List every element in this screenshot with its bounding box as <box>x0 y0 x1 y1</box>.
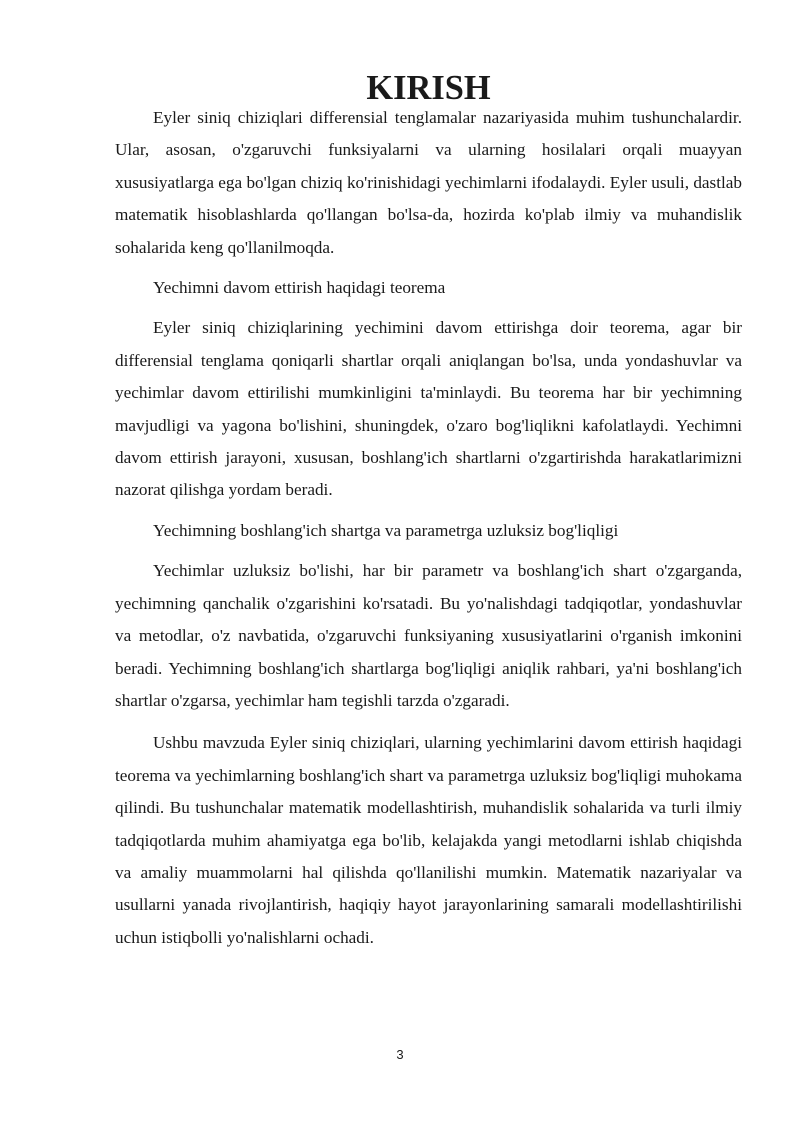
section-heading-continuation-theorem: Yechimni davom ettirish haqidagi teorema <box>153 278 446 298</box>
section-heading-continuous-dependence: Yechimning boshlang'ich shartga va parametrga uzluksiz bog'liqligi <box>153 520 619 540</box>
page-number: 3 <box>396 1047 404 1062</box>
page-title: KIRISH <box>366 69 491 107</box>
page-content <box>115 69 742 954</box>
intro-paragraph: Eyler siniq chiziqlari differensial tenglamalar nazariyasida muhim tushunchalardir. Ular, asosan, o'zgaruvchi funksiyalarni va ularning hosilalari orqali muayyan xususiyatlarga ega bo'lgan chiziq ko'rinishidagi yechimlarni ifodalaydi. Eyler usuli, dastlab matematik hisoblashlarda qo'llangan bo'lsa-da, hozirda ko'plab ilmiy va muhandislik sohalarida keng qo'llanilmoqda. <box>115 108 742 257</box>
continuous-dependence-paragraph: Yechimlar uzluksiz bo'lishi, har bir parametr va boshlang'ich shart o'zgarganda, yechimning qanchalik o'zgarishini ko'rsatadi. Bu yo'nalishdagi tadqiqotlar, yondashuvlar va metodlar, o'z navbatida, o'zgaruvchi funksiyaning xususiyatlarini o'rganish imkonini beradi. Yechimning boshlang'ich shartlarga bog'liqligi aniqlik rahbari, ya'ni boshlang'ich shartlar o'zgarsa, yechimlar ham tegishli tarzda o'zgaradi. <box>115 561 742 710</box>
conclusion-paragraph: Ushbu mavzuda Eyler siniq chiziqlari, ularning yechimlarini davom ettirish haqidagi teorema va yechimlarning boshlang'ich shart va parametrga uzluksiz bog'liqligi muhokama qilindi. Bu tushunchalar matematik modellashtirish, muhandislik sohalarida va turli ilmiy tadqiqotlarda muhim ahamiyatga ega bo'lib, kelajakda yangi metodlarni ishlab chiqishda va amaliy muammolarni hal qilishda qo'llanilishi mumkin. Matematik nazariyalar va usullarni yanada rivojlantirish, haqiqiy hayot jarayonlarining samarali modellashtirilishi uchun istiqbolli yo'nalishlarni ochadi. <box>115 733 742 947</box>
continuation-theorem-paragraph: Eyler siniq chiziqlarining yechimini davom ettirishga doir teorema, agar bir differensial tenglama qoniqarli shartlar orqali aniqlangan bo'lsa, unda yondashuvlar va yechimlar davom ettirilishi mumkinligini ta'minlaydi. Bu teorema har bir yechimning mavjudligi va yagona bo'lishini, shuningdek, o'zaro bog'liqlikni kafolatlaydi. Yechimni davom ettirish jarayoni, xususan, boshlang'ich shartlarni o'zgartirishda harakatlarimizni nazorat qilishga yordam beradi. <box>115 318 742 500</box>
